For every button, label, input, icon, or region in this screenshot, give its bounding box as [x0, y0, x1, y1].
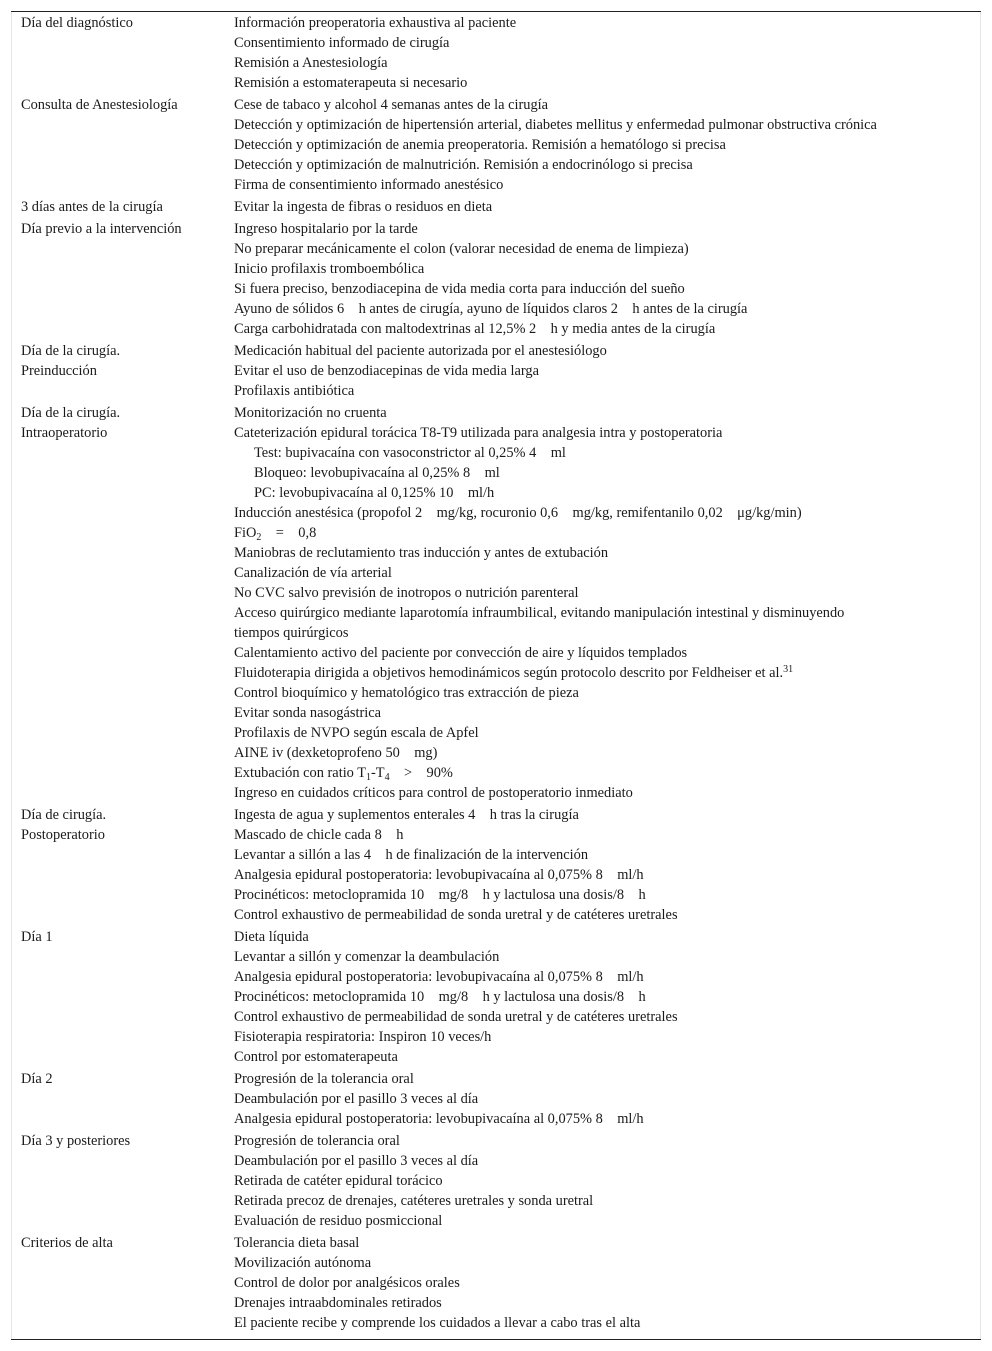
- list-item: Ayuno de sólidos 6 h antes de cirugía, ayuno de líquidos claros 2 h antes de la cirugía: [234, 301, 748, 317]
- stage-label: Día previo a la intervención: [21, 221, 182, 237]
- measures-cell: [234, 1131, 981, 1231]
- list-item: No preparar mecánicamente el colon (valorar necesidad de enema de limpieza): [234, 241, 689, 257]
- list-item: Control exhaustivo de permeabilidad de sonda uretral y de catéteres uretrales: [234, 1009, 678, 1025]
- stage-label: Día 3 y posteriores: [21, 1133, 131, 1149]
- table-row: [11, 341, 981, 403]
- list-item: Fisioterapia respiratoria: Inspiron 10 veces/h: [234, 1029, 492, 1045]
- list-item: [234, 663, 981, 683]
- list-subitem: PC: levobupivacaína al 0,125% 10 ml/h: [254, 485, 495, 501]
- table-row: [11, 805, 981, 927]
- list-item-continuation: tiempos quirúrgicos: [234, 625, 349, 641]
- table-row: [11, 1233, 981, 1335]
- extubation-dash: -T: [371, 765, 385, 781]
- stage-cell: [11, 1233, 234, 1333]
- protocol-table: [11, 11, 981, 1340]
- list-item: Movilización autónoma: [234, 1255, 372, 1271]
- table-row: [11, 95, 981, 197]
- list-item: Monitorización no cruenta: [234, 405, 387, 421]
- list-item: Detección y optimización de anemia preoperatoria. Remisión a hematólogo si precisa: [234, 137, 726, 153]
- measures-cell: [234, 1233, 981, 1333]
- list-item: [234, 523, 981, 543]
- stage-cell: [11, 1131, 234, 1231]
- stage-label: 3 días antes de la cirugía: [21, 199, 163, 215]
- list-item: Tolerancia dieta basal: [234, 1235, 360, 1251]
- list-item: Inducción anestésica (propofol 2 mg/kg, rocuronio 0,6 mg/kg, remifentanilo 0,02 μg/kg/min): [234, 505, 802, 521]
- list-item: Medicación habitual del paciente autorizada por el anestesiólogo: [234, 343, 607, 359]
- list-item: Calentamiento activo del paciente por convección de aire y líquidos templados: [234, 645, 688, 661]
- measures-cell: [234, 13, 981, 93]
- table-bottom-rule: [11, 1339, 981, 1340]
- list-item: Remisión a estomaterapeuta si necesario: [234, 75, 468, 91]
- stage-label: Día de cirugía.: [21, 807, 107, 823]
- stage-label: Día 1: [21, 929, 53, 945]
- list-item: Evitar el uso de benzodiacepinas de vida media larga: [234, 363, 540, 379]
- list-subitem: Test: bupivacaína con vasoconstrictor al 0,25% 4 ml: [254, 445, 566, 461]
- list-item: Mascado de chicle cada 8 h: [234, 827, 404, 843]
- table-row: [11, 1069, 981, 1131]
- fio2-value: = 0,8: [261, 525, 317, 541]
- list-item: Analgesia epidural postoperatoria: levobupivacaína al 0,075% 8 ml/h: [234, 867, 644, 883]
- stage-label: Día 2: [21, 1071, 53, 1087]
- stage-label: Día de la cirugía.: [21, 405, 121, 421]
- stage-label: Postoperatorio: [21, 827, 105, 843]
- extubation-threshold: > 90%: [389, 765, 453, 781]
- table-row: [11, 197, 981, 219]
- stage-cell: [11, 197, 234, 217]
- subscript: 4: [384, 772, 390, 783]
- list-item: Evitar la ingesta de fibras o residuos en dieta: [234, 199, 493, 215]
- list-item: Profilaxis de NVPO según escala de Apfel: [234, 725, 479, 741]
- list-item: Maniobras de reclutamiento tras inducción y antes de extubación: [234, 545, 609, 561]
- stage-cell: [11, 927, 234, 1067]
- list-item: El paciente recibe y comprende los cuidados a llevar a cabo tras el alta: [234, 1315, 641, 1331]
- list-item: Cateterización epidural torácica T8-T9 utilizada para analgesia intra y postoperatoria: [234, 425, 723, 441]
- stage-cell: [11, 805, 234, 925]
- stage-cell: [11, 13, 234, 93]
- table-top-rule: [11, 11, 981, 12]
- list-item: Control por estomaterapeuta: [234, 1049, 398, 1065]
- measures-cell: [234, 341, 981, 401]
- list-item: Retirada de catéter epidural torácico: [234, 1173, 443, 1189]
- measures-cell: [234, 197, 981, 217]
- list-item: Detección y optimización de hipertensión arterial, diabetes mellitus y enfermedad pulmonar obstructiva crónica: [234, 117, 877, 133]
- measures-cell: [234, 927, 981, 1067]
- extubation-text: Extubación con ratio T: [234, 765, 367, 781]
- list-item: Cese de tabaco y alcohol 4 semanas antes de la cirugía: [234, 97, 549, 113]
- list-item: Dieta líquida: [234, 929, 309, 945]
- list-item: Levantar a sillón y comenzar la deambulación: [234, 949, 500, 965]
- list-item: Drenajes intraabdominales retirados: [234, 1295, 442, 1311]
- list-item: Retirada precoz de drenajes, catéteres uretrales y sonda uretral: [234, 1193, 594, 1209]
- stage-label: Día de la cirugía.: [21, 343, 121, 359]
- list-item: Información preoperatoria exhaustiva al paciente: [234, 15, 517, 31]
- stage-label: Intraoperatorio: [21, 425, 108, 441]
- list-item: Firma de consentimiento informado anestésico: [234, 177, 504, 193]
- table-row: [11, 927, 981, 1069]
- list-item: [234, 763, 981, 783]
- table-row: [11, 13, 981, 95]
- list-item: Progresión de tolerancia oral: [234, 1133, 400, 1149]
- measures-cell: [234, 95, 981, 195]
- fluid-therapy-text: Fluidoterapia dirigida a objetivos hemodinámicos según protocolo descrito por Feldheiser et al.: [234, 665, 784, 681]
- list-subitem: Bloqueo: levobupivacaína al 0,25% 8 ml: [254, 465, 500, 481]
- list-item: Detección y optimización de malnutrición. Remisión a endocrinólogo si precisa: [234, 157, 693, 173]
- stage-label: Preinducción: [21, 363, 97, 379]
- fio2-label: FiO: [234, 525, 257, 541]
- list-item: Analgesia epidural postoperatoria: levobupivacaína al 0,075% 8 ml/h: [234, 969, 644, 985]
- list-item: Evitar sonda nasogástrica: [234, 705, 382, 721]
- list-item: Control de dolor por analgésicos orales: [234, 1275, 460, 1291]
- stage-label: Día del diagnóstico: [21, 15, 133, 31]
- list-item: Acceso quirúrgico mediante laparotomía infraumbilical, evitando manipulación intestinal y disminuyendo: [234, 605, 845, 621]
- stage-cell: [11, 95, 234, 195]
- table-row: [11, 403, 981, 805]
- stage-label: Consulta de Anestesiología: [21, 97, 178, 113]
- list-item: Ingesta de agua y suplementos enterales 4 h tras la cirugía: [234, 807, 579, 823]
- table-row: [11, 1131, 981, 1233]
- list-item: Evaluación de residuo posmiccional: [234, 1213, 443, 1229]
- measures-cell: [234, 1069, 981, 1129]
- list-item: Procinéticos: metoclopramida 10 mg/8 h y lactulosa una dosis/8 h: [234, 887, 646, 903]
- list-item: Remisión a Anestesiología: [234, 55, 388, 71]
- stage-cell: [11, 403, 234, 803]
- list-item: No CVC salvo previsión de inotropos o nutrición parenteral: [234, 585, 579, 601]
- list-item: Ingreso en cuidados críticos para control de postoperatorio inmediato: [234, 785, 633, 801]
- measures-cell: [234, 219, 981, 339]
- stage-cell: [11, 219, 234, 339]
- list-item: Inicio profilaxis tromboembólica: [234, 261, 425, 277]
- stage-cell: [11, 1069, 234, 1129]
- table-body: [11, 13, 981, 1335]
- list-item: Procinéticos: metoclopramida 10 mg/8 h y lactulosa una dosis/8 h: [234, 989, 646, 1005]
- list-item: Deambulación por el pasillo 3 veces al día: [234, 1091, 479, 1107]
- list-item: Consentimiento informado de cirugía: [234, 35, 450, 51]
- measures-cell: [234, 403, 981, 803]
- list-item: Profilaxis antibiótica: [234, 383, 355, 399]
- list-item: Ingreso hospitalario por la tarde: [234, 221, 418, 237]
- list-item: Control bioquímico y hematológico tras extracción de pieza: [234, 685, 579, 701]
- subscript: 1: [366, 772, 372, 783]
- list-item: Si fuera preciso, benzodiacepina de vida media corta para inducción del sueño: [234, 281, 685, 297]
- stage-label: Criterios de alta: [21, 1235, 113, 1251]
- list-item: Deambulación por el pasillo 3 veces al día: [234, 1153, 479, 1169]
- stage-cell: [11, 341, 234, 401]
- list-item: Levantar a sillón a las 4 h de finalización de la intervención: [234, 847, 589, 863]
- measures-cell: [234, 805, 981, 925]
- table-row: [11, 219, 981, 341]
- list-item: Canalización de vía arterial: [234, 565, 392, 581]
- list-item: Carga carbohidratada con maltodextrinas al 12,5% 2 h y media antes de la cirugía: [234, 321, 716, 337]
- subscript: 2: [256, 532, 262, 543]
- list-item: Progresión de la tolerancia oral: [234, 1071, 414, 1087]
- list-item: AINE iv (dexketoprofeno 50 mg): [234, 745, 438, 761]
- list-item: Analgesia epidural postoperatoria: levobupivacaína al 0,075% 8 ml/h: [234, 1111, 644, 1127]
- list-item: Control exhaustivo de permeabilidad de sonda uretral y de catéteres uretrales: [234, 907, 678, 923]
- reference-superscript: 31: [783, 664, 794, 675]
